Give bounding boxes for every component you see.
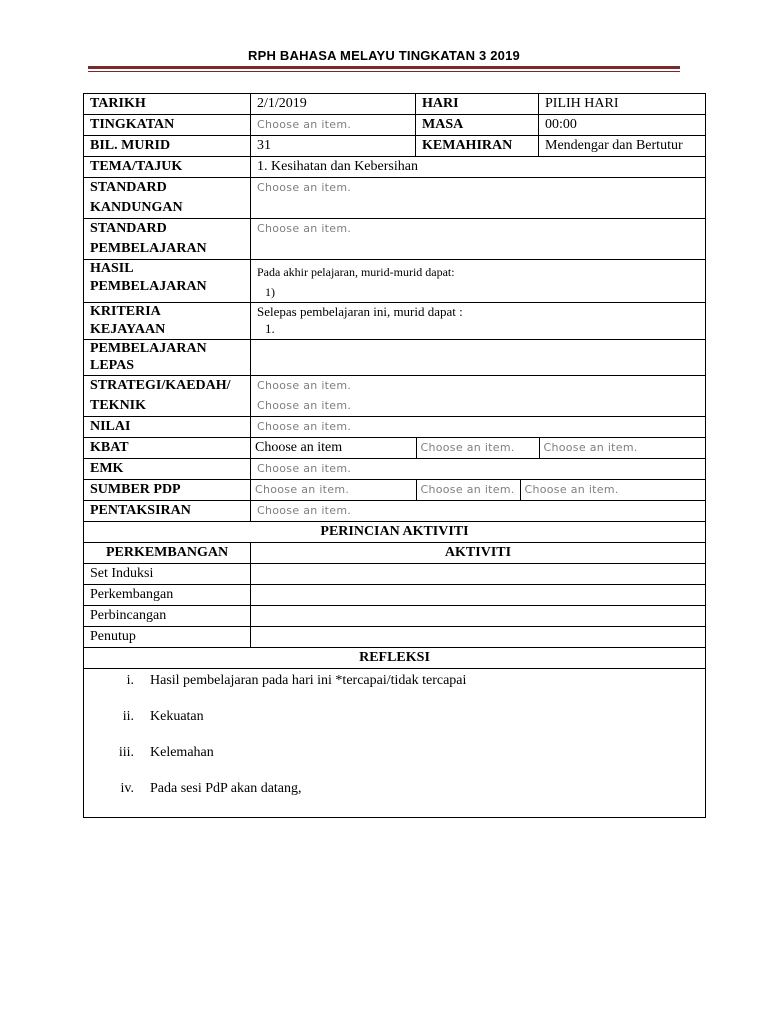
pembelajaran-lepas-field[interactable] bbox=[251, 340, 706, 376]
refleksi-field[interactable] bbox=[84, 669, 706, 818]
emk-label: EMK bbox=[84, 459, 251, 480]
row-pembelajaran-lepas bbox=[84, 340, 706, 376]
kbat-field bbox=[251, 438, 706, 459]
kbat-label: KBAT bbox=[84, 438, 251, 459]
kriteria-kejayaan-item: 1. bbox=[265, 321, 275, 336]
refleksi-list bbox=[90, 669, 699, 817]
hasil-pembelajaran-text: Pada akhir pelajaran, murid-murid dapat: bbox=[257, 265, 455, 279]
stage-perkembangan: Perkembangan bbox=[84, 585, 251, 606]
document-title: RPH BAHASA MELAYU TINGKATAN 3 2019 bbox=[248, 48, 520, 63]
kbat-select-3[interactable]: Choose an item. bbox=[539, 438, 705, 458]
row-aktiviti-headers bbox=[84, 543, 706, 564]
refleksi-item: iv. Pada sesi PdP akan datang, bbox=[120, 781, 302, 796]
row-refleksi-body bbox=[84, 669, 706, 818]
masa-field[interactable]: 00:00 bbox=[539, 115, 706, 136]
sumber-pdp-field bbox=[251, 480, 706, 501]
row-pentaksiran bbox=[84, 501, 706, 522]
tema-field[interactable]: 1. Kesihatan dan Kebersihan bbox=[251, 157, 706, 178]
pentaksiran-label: PENTAKSIRAN bbox=[84, 501, 251, 522]
refleksi-heading: REFLEKSI bbox=[84, 648, 706, 669]
kriteria-kejayaan-text: Selepas pembelajaran ini, murid dapat : bbox=[257, 304, 463, 319]
perincian-aktiviti-heading: PERINCIAN AKTIVITI bbox=[84, 522, 706, 543]
pembelajaran-lepas-label: PEMBELAJARAN LEPAS bbox=[84, 340, 251, 376]
aktiviti-perbincangan-field[interactable] bbox=[251, 606, 706, 627]
emk-placeholder: Choose an item. bbox=[257, 462, 352, 475]
tarikh-label: TARIKH bbox=[84, 94, 251, 115]
stage-set-induksi: Set Induksi bbox=[84, 564, 251, 585]
masa-label: MASA bbox=[416, 115, 539, 136]
row-perincian-heading bbox=[84, 522, 706, 543]
refleksi-item: i. Hasil pembelajaran pada hari ini *tercapai/tidak tercapai bbox=[126, 673, 467, 688]
row-bil-murid bbox=[84, 136, 706, 157]
refleksi-item: ii. Kekuatan bbox=[122, 709, 204, 724]
nilai-placeholder: Choose an item. bbox=[257, 420, 352, 433]
strategi-label: STRATEGI/KAEDAH/ TEKNIK bbox=[84, 376, 251, 417]
row-standard-pembelajaran bbox=[84, 219, 706, 260]
sumber-pdp-label: SUMBER PDP bbox=[84, 480, 251, 501]
standard-kandungan-field[interactable] bbox=[251, 178, 706, 219]
aktiviti-column-header: AKTIVITI bbox=[251, 543, 706, 564]
row-standard-kandungan bbox=[84, 178, 706, 219]
tingkatan-label: TINGKATAN bbox=[84, 115, 251, 136]
row-sumber-pdp bbox=[84, 480, 706, 501]
stage-penutup: Penutup bbox=[84, 627, 251, 648]
kemahiran-field[interactable]: Mendengar dan Bertutur bbox=[539, 136, 706, 157]
row-kriteria-kejayaan bbox=[84, 303, 706, 340]
row-tema bbox=[84, 157, 706, 178]
standard-pembelajaran-label: STANDARD PEMBELAJARAN bbox=[84, 219, 251, 260]
row-perkembangan bbox=[84, 585, 706, 606]
tingkatan-field[interactable] bbox=[251, 115, 416, 136]
kriteria-kejayaan-label: KRITERIA KEJAYAAN bbox=[84, 303, 251, 340]
strategi-placeholder-1[interactable]: Choose an item. bbox=[257, 379, 352, 392]
row-tingkatan bbox=[84, 115, 706, 136]
tingkatan-placeholder: Choose an item. bbox=[257, 118, 352, 131]
row-strategi bbox=[84, 376, 706, 417]
hari-label: HARI bbox=[416, 94, 539, 115]
kbat-select-1[interactable]: Choose an item bbox=[255, 440, 343, 455]
row-perbincangan bbox=[84, 606, 706, 627]
row-kbat bbox=[84, 438, 706, 459]
row-hasil-pembelajaran bbox=[84, 260, 706, 303]
standard-kandungan-label: STANDARD KANDUNGAN bbox=[84, 178, 251, 219]
row-tarikh bbox=[84, 94, 706, 115]
bil-murid-label: BIL. MURID bbox=[84, 136, 251, 157]
standard-pembelajaran-field[interactable] bbox=[251, 219, 706, 260]
strategi-field[interactable] bbox=[251, 376, 706, 417]
row-set-induksi bbox=[84, 564, 706, 585]
lesson-plan-table bbox=[83, 93, 706, 818]
row-refleksi-heading bbox=[84, 648, 706, 669]
aktiviti-perkembangan-field[interactable] bbox=[251, 585, 706, 606]
emk-field[interactable] bbox=[251, 459, 706, 480]
hasil-pembelajaran-item: 1) bbox=[265, 285, 275, 299]
refleksi-item: iii. Kelemahan bbox=[118, 745, 214, 760]
row-nilai bbox=[84, 417, 706, 438]
title-underline-thin bbox=[88, 71, 680, 72]
perkembangan-column-header: PERKEMBANGAN bbox=[84, 543, 251, 564]
aktiviti-set-induksi-field[interactable] bbox=[251, 564, 706, 585]
bil-murid-field[interactable]: 31 bbox=[251, 136, 416, 157]
aktiviti-penutup-field[interactable] bbox=[251, 627, 706, 648]
row-emk bbox=[84, 459, 706, 480]
title-underline-thick bbox=[88, 66, 680, 69]
row-penutup bbox=[84, 627, 706, 648]
hasil-pembelajaran-label: HASIL PEMBELAJARAN bbox=[84, 260, 251, 303]
nilai-field[interactable] bbox=[251, 417, 706, 438]
standard-kandungan-placeholder: Choose an item. bbox=[257, 181, 352, 194]
pentaksiran-field[interactable] bbox=[251, 501, 706, 522]
nilai-label: NILAI bbox=[84, 417, 251, 438]
sumber-select-1[interactable]: Choose an item. bbox=[255, 483, 350, 496]
kemahiran-label: KEMAHIRAN bbox=[416, 136, 539, 157]
stage-perbincangan: Perbincangan bbox=[84, 606, 251, 627]
hasil-pembelajaran-field[interactable] bbox=[251, 260, 706, 303]
strategi-placeholder-2[interactable]: Choose an item. bbox=[257, 399, 352, 412]
sumber-select-2[interactable]: Choose an item. bbox=[416, 480, 520, 500]
standard-pembelajaran-placeholder: Choose an item. bbox=[257, 222, 352, 235]
pentaksiran-placeholder: Choose an item. bbox=[257, 504, 352, 517]
kbat-select-2[interactable]: Choose an item. bbox=[416, 438, 539, 458]
hari-field[interactable]: PILIH HARI bbox=[539, 94, 706, 115]
tarikh-field[interactable]: 2/1/2019 bbox=[251, 94, 416, 115]
tema-label: TEMA/TAJUK bbox=[84, 157, 251, 178]
sumber-select-3[interactable]: Choose an item. bbox=[520, 480, 705, 500]
kriteria-kejayaan-field[interactable] bbox=[251, 303, 706, 340]
